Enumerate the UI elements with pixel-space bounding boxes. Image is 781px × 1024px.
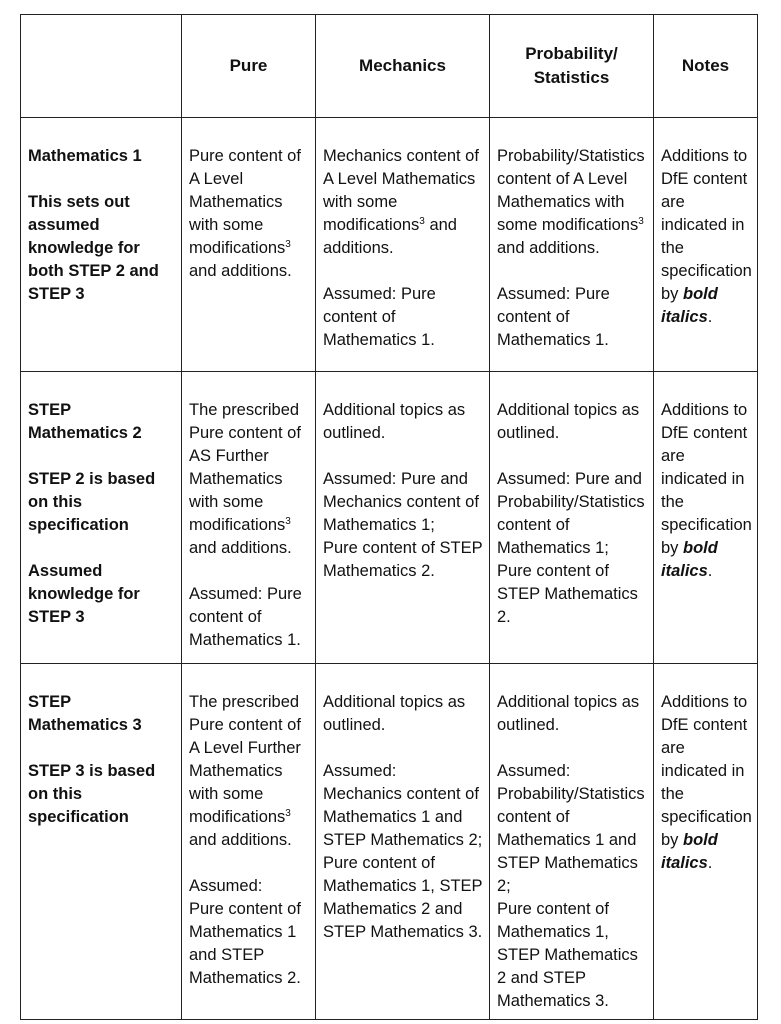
notes-text xyxy=(661,399,751,583)
notes-cell xyxy=(654,372,758,664)
header-pure: Pure xyxy=(182,15,316,118)
footnote-marker: 3 xyxy=(285,239,291,250)
notes-after: . xyxy=(707,854,713,872)
specification-table xyxy=(20,14,758,1020)
probability-assumed: Assumed: Pure content of Mathematics 1. xyxy=(497,285,610,349)
footnote-marker: 3 xyxy=(285,516,291,527)
pure-assumed-label: Assumed: xyxy=(189,877,263,895)
watermark xyxy=(681,998,777,1020)
mechanics-description xyxy=(323,145,483,260)
pure-description xyxy=(189,399,309,560)
probability-tail: and additions. xyxy=(497,239,600,257)
probability-assumed xyxy=(497,468,647,629)
notes-after: . xyxy=(707,562,713,580)
mechanics-assumed xyxy=(323,468,483,583)
mechanics-assumed-b: Pure content of STEP Mathematics 2. xyxy=(323,539,483,580)
row-title: STEP Mathematics 3 xyxy=(28,693,142,734)
header-probability-statistics xyxy=(490,15,654,118)
footnote-marker: 3 xyxy=(419,216,425,227)
header-blank-cell xyxy=(21,15,182,118)
probability-text: Probability/Statistics content of A Level Mathematics with some modifications xyxy=(497,147,645,234)
pure-assumed xyxy=(189,875,309,990)
row-heading-cell xyxy=(21,372,182,664)
probability-assumed-label: Assumed: xyxy=(497,762,571,780)
probability-assumed-a: Probability/Statistics content of Mathematics 1 and STEP Mathematics 2; xyxy=(497,785,645,895)
pure-text: The prescribed Pure content of AS Further Mathematics with some modifications xyxy=(189,401,301,534)
header-probability-line2: Statistics xyxy=(533,68,610,87)
pure-text: Pure content of A Level Mathematics with some modifications xyxy=(189,147,301,257)
mechanics-tail: and additions. xyxy=(323,216,457,257)
mechanics-assumed-label: Assumed: xyxy=(323,762,397,780)
probability-cell xyxy=(490,372,654,664)
table-row-mathematics-1 xyxy=(21,118,758,372)
pure-cell xyxy=(182,118,316,372)
mechanics-cell xyxy=(316,372,490,664)
probability-description xyxy=(497,145,647,260)
notes-emphasis: bold italics xyxy=(661,831,718,872)
probability-description: Additional topics as outlined. xyxy=(497,401,640,442)
notes-cell xyxy=(654,118,758,372)
notes-emphasis: bold italics xyxy=(661,539,718,580)
header-row xyxy=(21,15,758,118)
pure-tail: and additions. xyxy=(189,262,292,280)
probability-assumed-b: Pure content of STEP Mathematics 2. xyxy=(497,562,638,626)
table-row-step-mathematics-3 xyxy=(21,664,758,1020)
row-subtitle: STEP 2 is based on this specification xyxy=(28,470,156,534)
notes-before: Additions to DfE content are indicated in the specification by xyxy=(661,147,752,303)
mechanics-description: Additional topics as outlined. xyxy=(323,401,466,442)
notes-before: Additions to DfE content are indicated in the specification by xyxy=(661,693,752,849)
pure-cell xyxy=(182,372,316,664)
mechanics-assumed: Assumed: Pure content of Mathematics 1. xyxy=(323,285,436,349)
table-row-step-mathematics-2 xyxy=(21,372,758,664)
probability-cell xyxy=(490,118,654,372)
row-subtitle: STEP 3 is based on this specification xyxy=(28,762,156,826)
header-probability-line1: Probability/ xyxy=(525,44,618,63)
pure-assumed-text: Pure content of Mathematics 1 and STEP Mathematics 2. xyxy=(189,900,301,987)
pure-cell xyxy=(182,664,316,1020)
header-mechanics: Mechanics xyxy=(316,15,490,118)
notes-before: Additions to DfE content are indicated in the specification by xyxy=(661,401,752,557)
mechanics-cell xyxy=(316,118,490,372)
notes-emphasis: bold italics xyxy=(661,285,718,326)
probability-cell xyxy=(490,664,654,1020)
mechanics-cell xyxy=(316,664,490,1020)
mechanics-assumed xyxy=(323,760,483,944)
pure-assumed: Assumed: Pure content of Mathematics 1. xyxy=(189,585,302,649)
mechanics-assumed-a: Mechanics content of Mathematics 1 and STEP Mathematics 2; xyxy=(323,785,483,849)
probability-assumed-a: Assumed: Pure and Probability/Statistics content of Mathematics 1; xyxy=(497,470,645,557)
row-heading-cell xyxy=(21,664,182,1020)
pure-description xyxy=(189,145,309,283)
row-title: STEP Mathematics 2 xyxy=(28,401,142,442)
notes-text xyxy=(661,691,751,875)
mechanics-description: Additional topics as outlined. xyxy=(323,693,466,734)
footnote-marker: 3 xyxy=(285,808,291,819)
probability-description: Additional topics as outlined. xyxy=(497,693,640,734)
notes-text xyxy=(661,145,751,329)
row-subtitle: This sets out assumed knowledge for both STEP 2 and STEP 3 xyxy=(28,193,159,303)
header-notes: Notes xyxy=(654,15,758,118)
pure-tail: and additions. xyxy=(189,831,292,849)
mechanics-assumed-b: Pure content of Mathematics 1, STEP Mathematics 2 and STEP Mathematics 3. xyxy=(323,854,483,941)
mechanics-text: Mechanics content of A Level Mathematics with some modifications xyxy=(323,147,479,234)
notes-after: . xyxy=(707,308,713,326)
probability-assumed-b: Pure content of Mathematics 1, STEP Mathematics 2 and STEP Mathematics 3. xyxy=(497,900,638,1010)
row-heading-cell xyxy=(21,118,182,372)
mechanics-assumed-a: Assumed: Pure and Mechanics content of Mathematics 1; xyxy=(323,470,479,534)
footnote-marker: 3 xyxy=(638,216,644,227)
pure-tail: and additions. xyxy=(189,539,292,557)
pure-text: The prescribed Pure content of A Level Further Mathematics with some modifications xyxy=(189,693,301,826)
probability-assumed xyxy=(497,760,647,1013)
row-subtitle-2: Assumed knowledge for STEP 3 xyxy=(28,562,140,626)
pure-description xyxy=(189,691,309,852)
row-title: Mathematics 1 xyxy=(28,147,142,165)
notes-cell xyxy=(654,664,758,1020)
